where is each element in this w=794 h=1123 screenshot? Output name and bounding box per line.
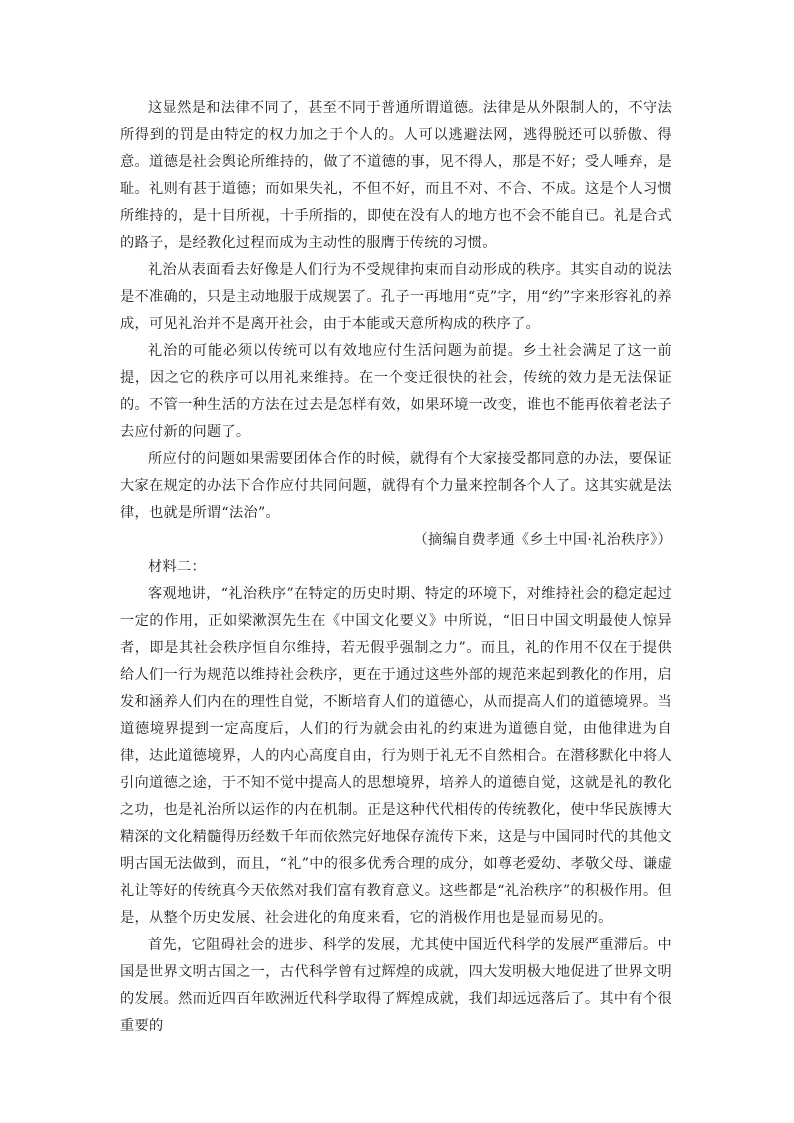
paragraph-6: 首先，它阻碍社会的进步、科学的发展，尤其使中国近代科学的发展严重滞后。中国是世界文明古国之一，古代科学曾有过辉煌的成就，四大发明极大地促进了世界文明的发展。然而近四百年欧洲近代科学取得了辉煌成就，我们却远远落后了。其中有个很重要的	[120, 937, 672, 1034]
paragraph-4: 所应付的问题如果需要团体合作的时候，就得有个大家接受都同意的办法，要保证大家在规定的办法下合作应付共同问题，就得有个力量来控制各个人了。这其实就是法律，也就是所谓“法治”。	[120, 451, 672, 521]
document-body	[120, 95, 672, 1040]
paragraph-1: 这显然是和法律不同了，甚至不同于普通所谓道德。法律是从外限制人的，不守法所得到的罚是由特定的权力加之于个人的。人可以逃避法网，逃得脱还可以骄傲、得意。道德是社会舆论所维持的，做了不道德的事，见不得人，那是不好；受人唾弃，是耻。礼则有甚于道德；而如果失礼，不但不好，而且不对、不合、不成。这是个人习惯所维持的，是十目所视，十手所指的，即使在没有人的地方也不会不能自已。礼是合式的路子，是经教化过程而成为主动性的服膺于传统的习惯。	[120, 100, 672, 251]
material-label: 材料二：	[148, 559, 206, 575]
source-citation: （摘编自费孝通《乡土中国·礼治秩序》）	[413, 532, 672, 548]
paragraph-2: 礼治从表面看去好像是人们行为不受规律拘束而自动形成的秩序。其实自动的说法是不准确的，只是主动地服于成规罢了。孔子一再地用“克”字，用“约”字来形容礼的养成，可见礼治并不是离开社会，由于本能或天意所构成的秩序了。	[120, 262, 672, 332]
paragraph-3: 礼治的可能必须以传统可以有效地应付生活问题为前提。乡土社会满足了这一前提，因之它的秩序可以用礼来维持。在一个变迁很快的社会，传统的效力是无法保证的。不管一种生活的方法在过去是怎样有效，如果环境一改变，谁也不能再依着老法子去应付新的问题了。	[120, 343, 672, 440]
paragraph-5: 客观地讲，“礼治秩序”在特定的历史时期、特定的环境下，对维持社会的稳定起过一定的作用，正如梁漱溟先生在《中国文化要义》中所说，“旧日中国文明最使人惊异者，即是其社会秩序恒自尔维持，若无假乎强制之力”。而且，礼的作用不仅在于提供给人们一行为规范以维持社会秩序，更在于通过这些外部的规范来起到教化的作用，启发和涵养人们内在的理性自觉，不断培育人们的道德心，从而提高人们的道德境界。当道德境界提到一定高度后，人们的行为就会由礼的约束进为道德自觉，由他律进为自律，达此道德境界，人的内心高度自由，行为则于礼无不自然相合。在潜移默化中将人引向道德之途，于不知不觉中提高人的思想境界，培养人的道德自觉，这就是礼的教化之功，也是礼治所以运作的内在机制。正是这种代代相传的传统教化，使中华民族博大精深的文化精髓得历经数千年而依然完好地保存流传下来，这是与中国同时代的其他文明古国无法做到，而且，“礼”中的很多优秀合理的成分，如尊老爱幼、孝敬父母、谦虚礼让等好的传统真今天依然对我们富有教育意义。这些都是“礼治秩序”的积极作用。但是，从整个历史发展、社会进化的角度来看，它的消极作用也是显而易见的。	[120, 586, 672, 926]
